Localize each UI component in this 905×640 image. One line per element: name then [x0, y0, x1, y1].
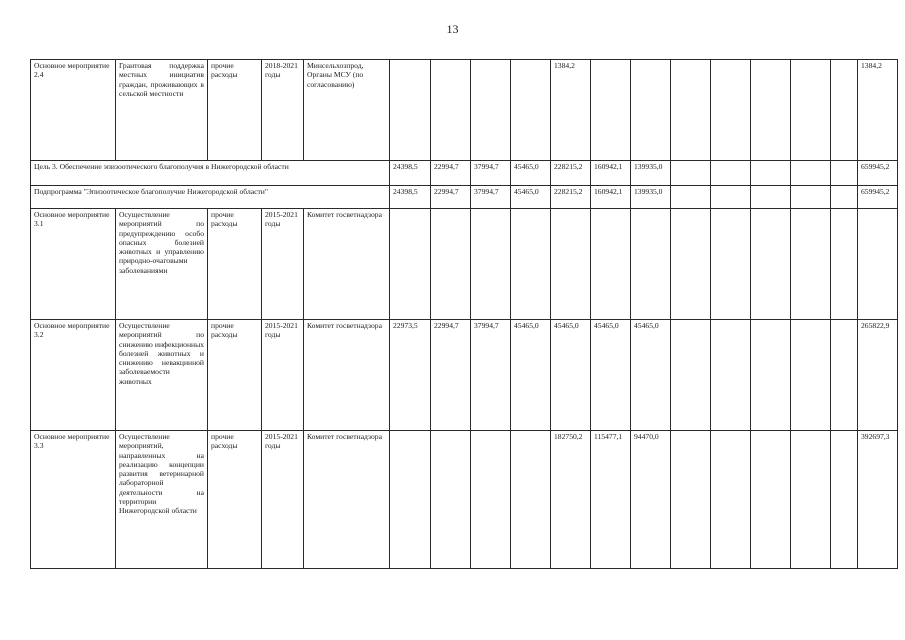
page-number: 13: [446, 22, 459, 36]
table-row: [31, 186, 898, 209]
value-cell: [711, 186, 751, 209]
value-cell: [591, 209, 631, 320]
value-cell: [831, 320, 858, 431]
measure-description-cell: Осуществление мероприятий по предупреждению особо опасных болезней животных и управлению природно-очаговыми заболеваниями: [116, 209, 208, 320]
value-cell: 45465,0: [511, 161, 551, 186]
period-cell: 2015-2021 годы: [262, 431, 304, 569]
value-cell: [631, 209, 671, 320]
expense-type-cell: прочие расходы: [208, 209, 262, 320]
total-value-cell: 392697,3: [858, 431, 898, 569]
value-cell: [511, 209, 551, 320]
value-cell: 37994,7: [471, 320, 511, 431]
value-cell: [431, 431, 471, 569]
value-cell: [711, 60, 751, 161]
budget-table: [30, 59, 898, 569]
value-cell: [471, 60, 511, 161]
value-cell: 1384,2: [551, 60, 591, 161]
value-cell: 45465,0: [511, 186, 551, 209]
period-cell: 2018-2021 годы: [262, 60, 304, 161]
expense-type-cell: прочие расходы: [208, 431, 262, 569]
value-cell: [831, 431, 858, 569]
executor-cell: Комитет госветнадзора: [304, 209, 390, 320]
value-cell: [831, 209, 858, 320]
value-cell: [431, 209, 471, 320]
value-cell: [390, 431, 431, 569]
value-cell: [671, 431, 711, 569]
total-value-cell: 659945,2: [858, 161, 898, 186]
value-cell: [671, 320, 711, 431]
value-cell: [751, 320, 791, 431]
executor-cell: Комитет госветнадзора: [304, 320, 390, 431]
period-cell: 2015-2021 годы: [262, 209, 304, 320]
value-cell: 228215,2: [551, 161, 591, 186]
value-cell: [791, 60, 831, 161]
measure-description-cell: Осуществление мероприятий, направленных на реализацию концепции развития ветеринарной лабораторной деятельности на территории Нижегородской области: [116, 431, 208, 569]
value-cell: 228215,2: [551, 186, 591, 209]
table-row: [31, 161, 898, 186]
total-value-cell: 265822,9: [858, 320, 898, 431]
value-cell: 45465,0: [591, 320, 631, 431]
value-cell: 22973,5: [390, 320, 431, 431]
value-cell: [591, 60, 631, 161]
measure-description-cell: Грантовая поддержка местных инициатив граждан, проживающих в сельской местности: [116, 60, 208, 161]
value-cell: [631, 60, 671, 161]
value-cell: 139935,0: [631, 186, 671, 209]
value-cell: [791, 431, 831, 569]
period-cell: 2015-2021 годы: [262, 320, 304, 431]
summary-label-cell: Подпрограмма "Эпизоотическое благополучие Нижегородской области": [31, 186, 390, 209]
expense-type-cell: прочие расходы: [208, 320, 262, 431]
value-cell: 182750,2: [551, 431, 591, 569]
total-value-cell: 659945,2: [858, 186, 898, 209]
table-row: [31, 209, 898, 320]
value-cell: 160942,1: [591, 161, 631, 186]
executor-cell: Комитет госветнадзора: [304, 431, 390, 569]
value-cell: [511, 60, 551, 161]
table-row: [31, 320, 898, 431]
value-cell: 45465,0: [631, 320, 671, 431]
value-cell: [471, 209, 511, 320]
value-cell: [711, 320, 751, 431]
value-cell: [831, 60, 858, 161]
value-cell: [831, 161, 858, 186]
value-cell: [390, 60, 431, 161]
value-cell: 24398,5: [390, 186, 431, 209]
value-cell: [791, 209, 831, 320]
value-cell: [551, 209, 591, 320]
value-cell: 160942,1: [591, 186, 631, 209]
value-cell: [671, 161, 711, 186]
measure-name-cell: Основное мероприятие 3.2: [31, 320, 116, 431]
value-cell: [671, 209, 711, 320]
measure-name-cell: Основное мероприятие 3.1: [31, 209, 116, 320]
total-value-cell: [858, 209, 898, 320]
table-row: [31, 431, 898, 569]
value-cell: [791, 320, 831, 431]
measure-description-cell: Осуществление мероприятий по снижению инфекционных болезней животных и снижению невакцинной заболеваемости животных: [116, 320, 208, 431]
value-cell: [791, 161, 831, 186]
value-cell: 37994,7: [471, 161, 511, 186]
total-value-cell: 1384,2: [858, 60, 898, 161]
value-cell: [711, 431, 751, 569]
value-cell: 139935,0: [631, 161, 671, 186]
value-cell: [751, 186, 791, 209]
summary-label-cell: Цель 3. Обеспечение эпизоотического благополучия в Нижегородской области: [31, 161, 390, 186]
measure-name-cell: Основное мероприятие 2.4: [31, 60, 116, 161]
value-cell: 37994,7: [471, 186, 511, 209]
value-cell: [711, 161, 751, 186]
value-cell: 22994,7: [431, 161, 471, 186]
table-row: [31, 60, 898, 161]
value-cell: 94470,0: [631, 431, 671, 569]
value-cell: 22994,7: [431, 320, 471, 431]
value-cell: [751, 161, 791, 186]
value-cell: [431, 60, 471, 161]
value-cell: 45465,0: [551, 320, 591, 431]
value-cell: [711, 209, 751, 320]
executor-cell: Минсельхозпрод, Органы МСУ (по согласованию): [304, 60, 390, 161]
value-cell: [751, 209, 791, 320]
value-cell: [511, 431, 551, 569]
value-cell: 45465,0: [511, 320, 551, 431]
table-body: [31, 60, 898, 569]
value-cell: 22994,7: [431, 186, 471, 209]
measure-name-cell: Основное мероприятие 3.3: [31, 431, 116, 569]
value-cell: [751, 60, 791, 161]
value-cell: 115477,1: [591, 431, 631, 569]
value-cell: [390, 209, 431, 320]
value-cell: [791, 186, 831, 209]
value-cell: [751, 431, 791, 569]
expense-type-cell: прочие расходы: [208, 60, 262, 161]
value-cell: [671, 186, 711, 209]
value-cell: [671, 60, 711, 161]
value-cell: [471, 431, 511, 569]
value-cell: 24398,5: [390, 161, 431, 186]
value-cell: [831, 186, 858, 209]
